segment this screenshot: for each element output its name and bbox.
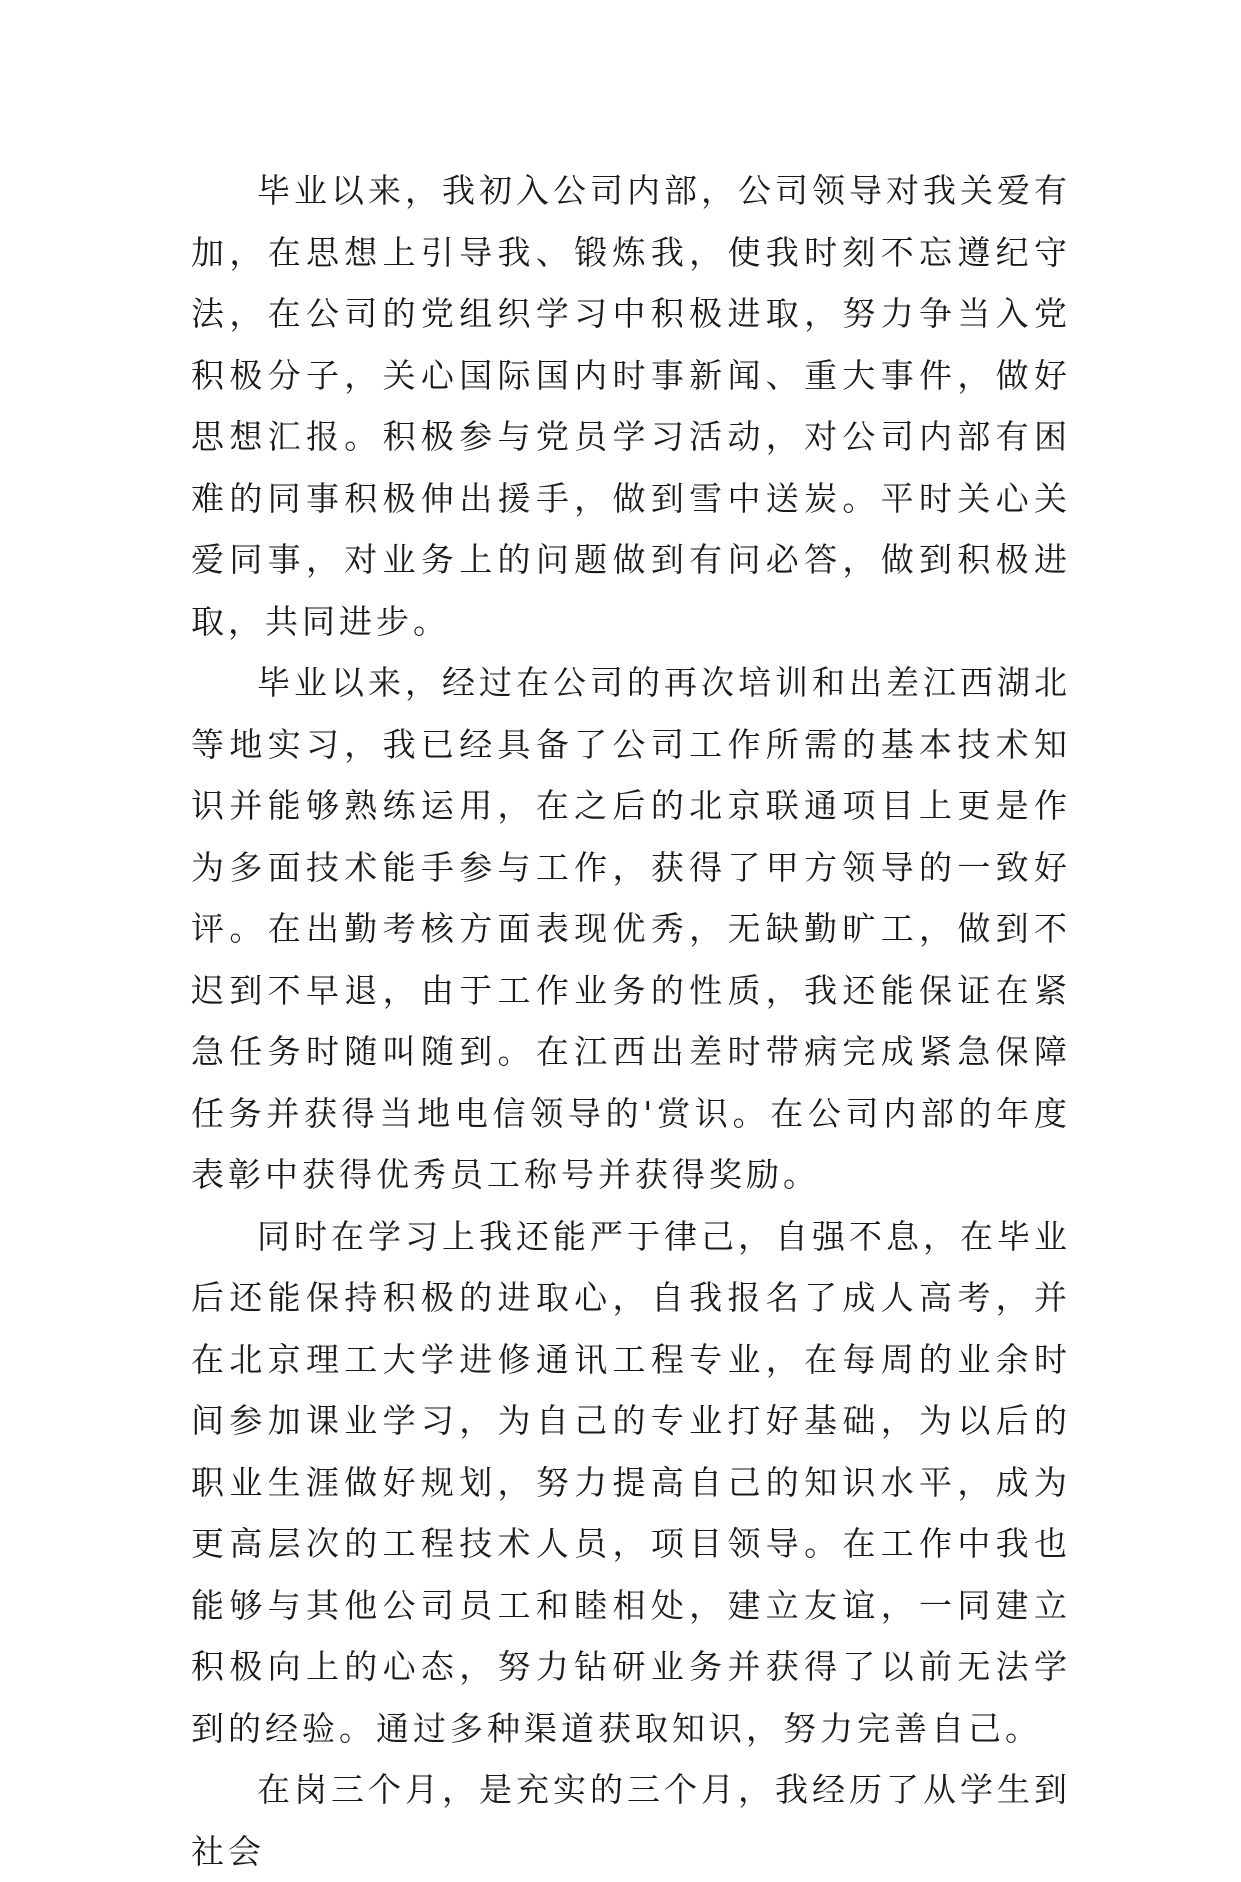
paragraph-4: 在岗三个月，是充实的三个月，我经历了从学生到社会 (191, 1770, 1071, 1871)
paragraph-1: 毕业以来，我初入公司内部，公司领导对我关爱有加，在思想上引导我、锻炼我，使我时刻不忘遵纪守法，在公司的党组织学习中积极进取，努力争当入党积极分子，关心国际国内时事新闻、重大事件，做好思想汇报。积极参与党员学习活动，对公司内部有困难的同事积极伸出援手，做到雪中送炭。平时关心关爱同事，对业务上的问题做到有问必答，做到积极进取，共同进步。 (191, 171, 1071, 641)
document-body (191, 160, 1071, 1882)
paragraph-3: 同时在学习上我还能严于律己，自强不息，在毕业后还能保持积极的进取心，自我报名了成人高考，并在北京理工大学进修通讯工程专业，在每周的业余时间参加课业学习，为自己的专业打好基础，为以后的职业生涯做好规划，努力提高自己的知识水平，成为更高层次的工程技术人员，项目领导。在工作中我也能够与其他公司员工和睦相处，建立友谊，一同建立积极向上的心态，努力钻研业务并获得了以前无法学到的经验。通过多种渠道获取知识，努力完善自己。 (191, 1216, 1071, 1748)
paragraph-2: 毕业以来，经过在公司的再次培训和出差江西湖北等地实习，我已经具备了公司工作所需的基本技术知识并能够熟练运用，在之后的北京联通项目上更是作为多面技术能手参与工作，获得了甲方领导的一致好评。在出勤考核方面表现优秀，无缺勤旷工，做到不迟到不早退，由于工作业务的性质，我还能保证在紧急任务时随叫随到。在江西出差时带病完成紧急保障任务并获得当地电信领导的'赏识。在公司内部的年度表彰中获得优秀员工称号并获得奖励。 (191, 663, 1071, 1194)
